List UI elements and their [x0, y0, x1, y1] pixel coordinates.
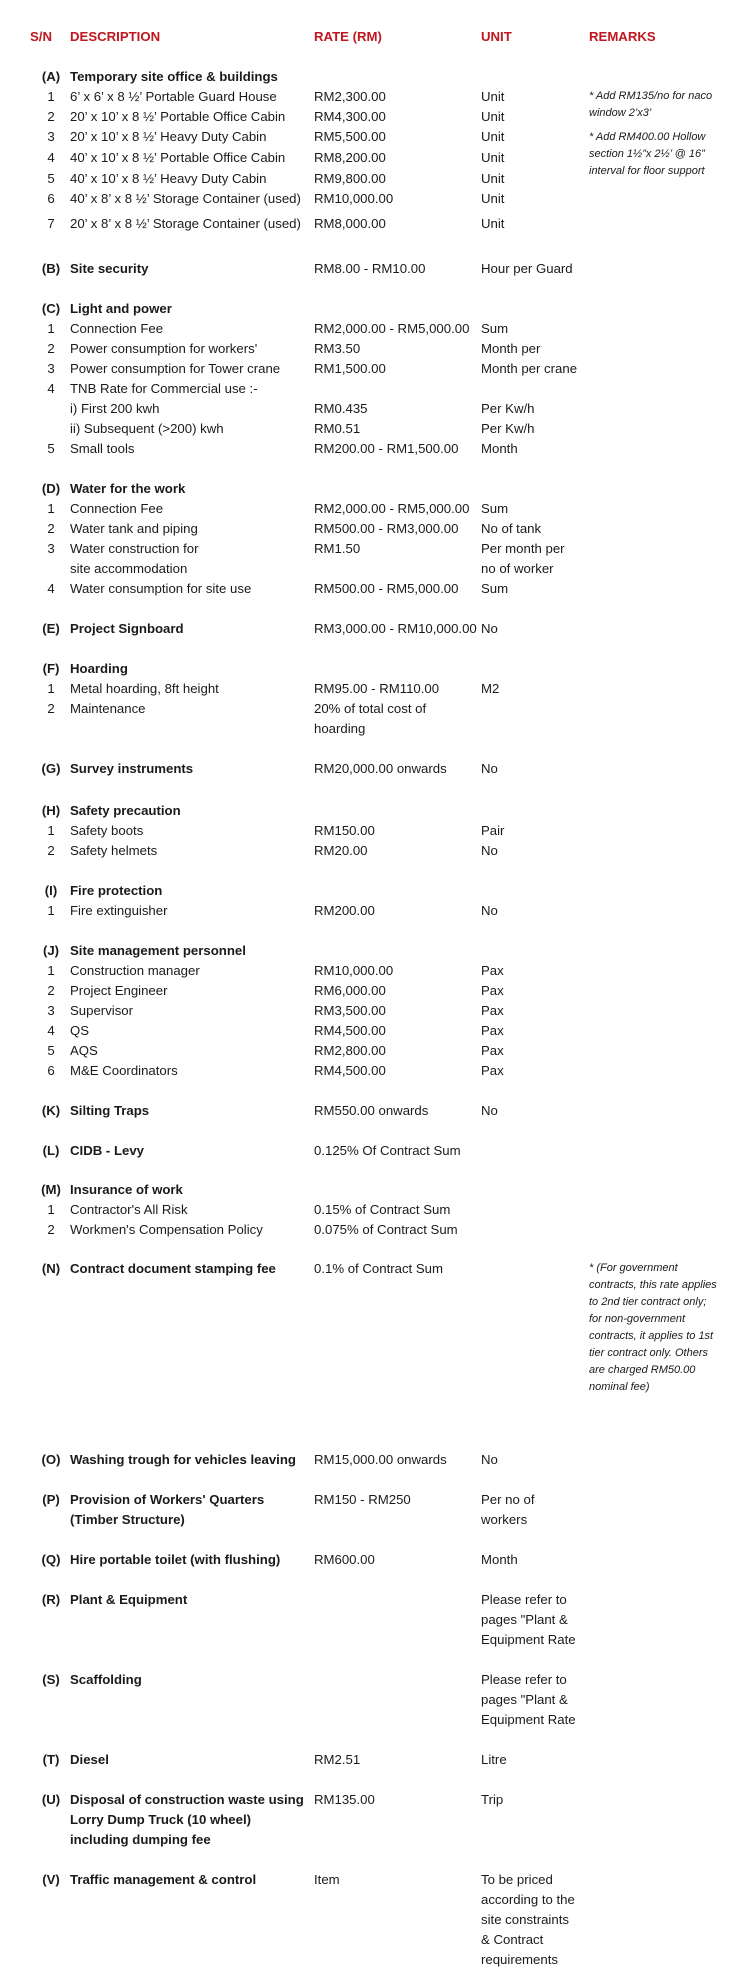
section-sn: (T): [42, 1752, 60, 1767]
item-rate: hoarding: [314, 721, 366, 736]
item-desc: 40’ x 8’ x 8 ½’ Storage Container (used): [70, 191, 301, 206]
item-desc: Small tools: [70, 441, 135, 456]
section-title: Provision of Workers' Quarters (Timber Structure): [70, 1492, 265, 1527]
item-desc: AQS: [70, 1043, 98, 1058]
item-rate: RM3,500.00: [314, 1003, 386, 1018]
item-unit: Per month per: [481, 541, 565, 556]
section-title: Contract document stamping fee: [70, 1261, 276, 1276]
item-desc: Water tank and piping: [70, 521, 198, 536]
section-sn: (H): [41, 803, 61, 818]
header-unit: UNIT: [481, 29, 512, 44]
item-sn: 2: [47, 983, 55, 998]
item-rate: RM150.00: [314, 823, 375, 838]
section-title: Survey instruments: [70, 761, 194, 776]
item-rate: RM150 - RM250: [314, 1492, 411, 1507]
item-rate: RM200.00: [314, 903, 375, 918]
item-desc: Project Engineer: [70, 983, 168, 998]
item-unit: Hour per Guard: [481, 261, 573, 276]
section-sn: (K): [41, 1103, 61, 1118]
remark-note: * Add RM400.00 Hollow section 1½”x 2½’ @ 16” interval for floor support: [589, 131, 706, 177]
item-rate: RM0.51: [314, 421, 361, 436]
section-sn: (R): [41, 1592, 61, 1607]
item-desc: i) First 200 kwh: [70, 401, 160, 416]
item-sn: 1: [47, 681, 55, 696]
item-rate: RM1.50: [314, 541, 361, 556]
item-unit: Pax: [481, 1063, 504, 1078]
item-rate: 20% of total cost of: [314, 701, 427, 716]
section-sn: (S): [42, 1672, 60, 1687]
item-sn: 2: [47, 843, 55, 858]
item-unit: Per Kw/h: [481, 401, 535, 416]
item-sn: 2: [47, 341, 55, 356]
section-sn: (D): [41, 481, 61, 496]
item-unit: Please refer to pages "Plant & Equipment Rate: [481, 1592, 576, 1647]
item-unit: Sum: [481, 321, 509, 336]
item-sn: 6: [47, 1063, 55, 1078]
item-unit: M2: [481, 681, 500, 696]
item-desc: 20’ x 10’ x 8 ½’ Heavy Duty Cabin: [70, 129, 267, 144]
item-rate: 0.125% Of Contract Sum: [314, 1143, 461, 1158]
remark-note: * (For government contracts, this rate applies to 2nd tier contract only; for non-government contracts, it applies to 1st tier contract only. Others are charged RM50.00 nominal fee): [589, 1262, 717, 1393]
section-title: Disposal of construction waste using Lorry Dump Truck (10 wheel) including dumping fee: [70, 1792, 304, 1847]
item-unit: No of tank: [481, 521, 542, 536]
item-rate: RM8.00 - RM10.00: [314, 261, 426, 276]
item-rate: RM10,000.00: [314, 963, 394, 978]
item-desc: QS: [70, 1023, 90, 1038]
item-rate: RM4,300.00: [314, 109, 386, 124]
item-unit: Unit: [481, 191, 505, 206]
item-rate: 0.15% of Contract Sum: [314, 1202, 451, 1217]
item-unit: No: [481, 621, 498, 636]
section-title: Plant & Equipment: [70, 1592, 188, 1607]
item-sn: 2: [47, 109, 55, 124]
header-rate: RATE (RM): [314, 29, 382, 44]
section-title: Water for the work: [70, 481, 186, 496]
item-rate: RM3,000.00 - RM10,000.00: [314, 621, 477, 636]
section-sn: (Q): [41, 1552, 61, 1567]
item-unit: Pax: [481, 1043, 504, 1058]
item-unit: Unit: [481, 129, 505, 144]
item-unit: Unit: [481, 216, 505, 231]
item-rate: RM1,500.00: [314, 361, 386, 376]
item-unit: Sum: [481, 501, 509, 516]
item-desc: Metal hoarding, 8ft height: [70, 681, 219, 696]
item-rate: RM0.435: [314, 401, 368, 416]
item-sn: 1: [47, 963, 55, 978]
item-desc: Connection Fee: [70, 501, 164, 516]
item-desc: Construction manager: [70, 963, 200, 978]
section-title: Scaffolding: [70, 1672, 142, 1687]
item-rate: RM2,000.00 - RM5,000.00: [314, 321, 470, 336]
item-rate: Item: [314, 1872, 340, 1887]
item-sn: 2: [47, 521, 55, 536]
item-rate: RM200.00 - RM1,500.00: [314, 441, 459, 456]
item-rate: RM6,000.00: [314, 983, 386, 998]
item-unit: Per Kw/h: [481, 421, 535, 436]
section-title: Safety precaution: [70, 803, 181, 818]
item-sn: 1: [47, 89, 55, 104]
item-unit: Sum: [481, 581, 509, 596]
item-sn: 1: [47, 321, 55, 336]
header-remarks: REMARKS: [589, 29, 656, 44]
item-rate: RM600.00: [314, 1552, 375, 1567]
item-unit: Pair: [481, 823, 505, 838]
section-title: Hire portable toilet (with flushing): [70, 1552, 281, 1567]
item-sn: 5: [47, 1043, 55, 1058]
item-sn: 7: [47, 216, 55, 231]
item-rate: RM2,000.00 - RM5,000.00: [314, 501, 470, 516]
item-unit: Pax: [481, 983, 504, 998]
item-rate: RM2,300.00: [314, 89, 386, 104]
item-sn: 2: [47, 1222, 55, 1237]
item-desc: Connection Fee: [70, 321, 164, 336]
item-sn: 1: [47, 903, 55, 918]
item-unit: Trip: [481, 1792, 504, 1807]
item-unit: no of worker: [481, 561, 554, 576]
item-desc: Contractor's All Risk: [70, 1202, 188, 1217]
item-sn: 3: [47, 361, 55, 376]
item-desc: Safety boots: [70, 823, 144, 838]
item-sn: 1: [47, 501, 55, 516]
section-sn: (F): [42, 661, 60, 676]
section-sn: (A): [41, 69, 61, 84]
item-unit: Per no of workers: [481, 1492, 535, 1527]
remark-note: * Add RM135/no for naco window 2’x3’: [589, 90, 713, 119]
item-unit: Unit: [481, 109, 505, 124]
section-sn: (G): [41, 761, 61, 776]
section-sn: (U): [41, 1792, 61, 1807]
item-desc: site accommodation: [70, 561, 188, 576]
item-rate: RM95.00 - RM110.00: [314, 681, 440, 696]
item-unit: No: [481, 1103, 498, 1118]
item-desc: Power consumption for workers': [70, 341, 258, 356]
item-unit: Month: [481, 1552, 518, 1567]
section-sn: (I): [44, 883, 58, 898]
item-sn: 1: [47, 823, 55, 838]
item-unit: To be priced according to the site constraints & Contract requirements: [481, 1872, 575, 1967]
item-rate: RM10,000.00: [314, 191, 394, 206]
section-sn: (M): [41, 1182, 61, 1197]
section-title: Traffic management & control: [70, 1872, 257, 1887]
section-title: CIDB - Levy: [70, 1143, 145, 1158]
item-rate: RM20.00: [314, 843, 368, 858]
item-unit: Unit: [481, 150, 505, 165]
section-sn: (P): [42, 1492, 60, 1507]
item-unit: Month per: [481, 341, 541, 356]
item-sn: 4: [47, 381, 55, 396]
item-rate: RM8,000.00: [314, 216, 386, 231]
section-sn: (E): [42, 621, 60, 636]
item-desc: Workmen's Compensation Policy: [70, 1222, 263, 1237]
item-rate: RM5,500.00: [314, 129, 386, 144]
item-unit: No: [481, 843, 498, 858]
section-sn: (O): [41, 1452, 61, 1467]
section-title: Washing trough for vehicles leaving: [70, 1452, 296, 1467]
item-unit: No: [481, 903, 498, 918]
item-rate: RM500.00 - RM3,000.00: [314, 521, 459, 536]
item-desc: 40’ x 10’ x 8 ½’ Heavy Duty Cabin: [70, 171, 267, 186]
item-rate: RM3.50: [314, 341, 361, 356]
item-desc: Power consumption for Tower crane: [70, 361, 281, 376]
item-rate: RM500.00 - RM5,000.00: [314, 581, 459, 596]
item-sn: 5: [47, 441, 55, 456]
item-rate: RM9,800.00: [314, 171, 386, 186]
section-sn: (L): [42, 1143, 60, 1158]
section-sn: (C): [41, 301, 61, 316]
item-sn: 4: [47, 1023, 55, 1038]
item-sn: 6: [47, 191, 55, 206]
item-unit: No: [481, 1452, 498, 1467]
item-unit: Unit: [481, 171, 505, 186]
item-rate: RM15,000.00 onwards: [314, 1452, 447, 1467]
item-unit: Pax: [481, 963, 504, 978]
item-desc: M&E Coordinators: [70, 1063, 178, 1078]
item-desc: Fire extinguisher: [70, 903, 168, 918]
item-rate: 0.1% of Contract Sum: [314, 1261, 444, 1276]
item-desc: Water construction for: [70, 541, 199, 556]
item-unit: Unit: [481, 89, 505, 104]
item-desc: Supervisor: [70, 1003, 134, 1018]
item-rate: RM135.00: [314, 1792, 375, 1807]
section-title: Project Signboard: [70, 621, 184, 636]
section-title: Silting Traps: [70, 1103, 150, 1118]
item-sn: 1: [47, 1202, 55, 1217]
item-desc: Safety helmets: [70, 843, 158, 858]
item-sn: 5: [47, 171, 55, 186]
section-sn: (V): [42, 1872, 60, 1887]
item-sn: 4: [47, 150, 55, 165]
header-description: DESCRIPTION: [70, 29, 161, 44]
item-rate: RM2.51: [314, 1752, 361, 1767]
item-rate: RM4,500.00: [314, 1023, 386, 1038]
item-unit: Pax: [481, 1003, 504, 1018]
item-desc: Maintenance: [70, 701, 146, 716]
item-desc: 40’ x 10’ x 8 ½’ Portable Office Cabin: [70, 150, 286, 165]
item-sn: 2: [47, 701, 55, 716]
section-sn: (B): [41, 261, 61, 276]
section-sn: (J): [42, 943, 60, 958]
header-sn: S/N: [30, 29, 52, 44]
item-rate: RM4,500.00: [314, 1063, 386, 1078]
item-rate: 0.075% of Contract Sum: [314, 1222, 458, 1237]
item-sn: 4: [47, 581, 55, 596]
item-unit: Pax: [481, 1023, 504, 1038]
item-desc: ii) Subsequent (>200) kwh: [70, 421, 224, 436]
item-rate: RM8,200.00: [314, 150, 386, 165]
item-unit: Litre: [481, 1752, 507, 1767]
section-title: Site security: [70, 261, 149, 276]
item-desc: 6’ x 6’ x 8 ½’ Portable Guard House: [70, 89, 277, 104]
item-unit: No: [481, 761, 498, 776]
item-sn: 3: [47, 541, 55, 556]
section-title: Insurance of work: [70, 1182, 183, 1197]
item-desc: 20’ x 8’ x 8 ½’ Storage Container (used): [70, 216, 301, 231]
section-title: Light and power: [70, 301, 172, 316]
item-unit: Month per crane: [481, 361, 578, 376]
item-unit: Please refer to pages "Plant & Equipment Rate: [481, 1672, 576, 1727]
section-title: Temporary site office & buildings: [70, 69, 278, 84]
item-sn: 3: [47, 1003, 55, 1018]
item-unit: Month: [481, 441, 518, 456]
section-title: Fire protection: [70, 883, 163, 898]
item-rate: RM2,800.00: [314, 1043, 386, 1058]
item-rate: RM20,000.00 onwards: [314, 761, 447, 776]
section-sn: (N): [41, 1261, 61, 1276]
item-rate: RM550.00 onwards: [314, 1103, 429, 1118]
item-desc: Water consumption for site use: [70, 581, 252, 596]
item-desc: TNB Rate for Commercial use :-: [70, 381, 258, 396]
section-title: Hoarding: [70, 661, 128, 676]
item-desc: 20’ x 10’ x 8 ½’ Portable Office Cabin: [70, 109, 286, 124]
item-sn: 3: [47, 129, 55, 144]
section-title: Diesel: [70, 1752, 109, 1767]
section-title: Site management personnel: [70, 943, 246, 958]
